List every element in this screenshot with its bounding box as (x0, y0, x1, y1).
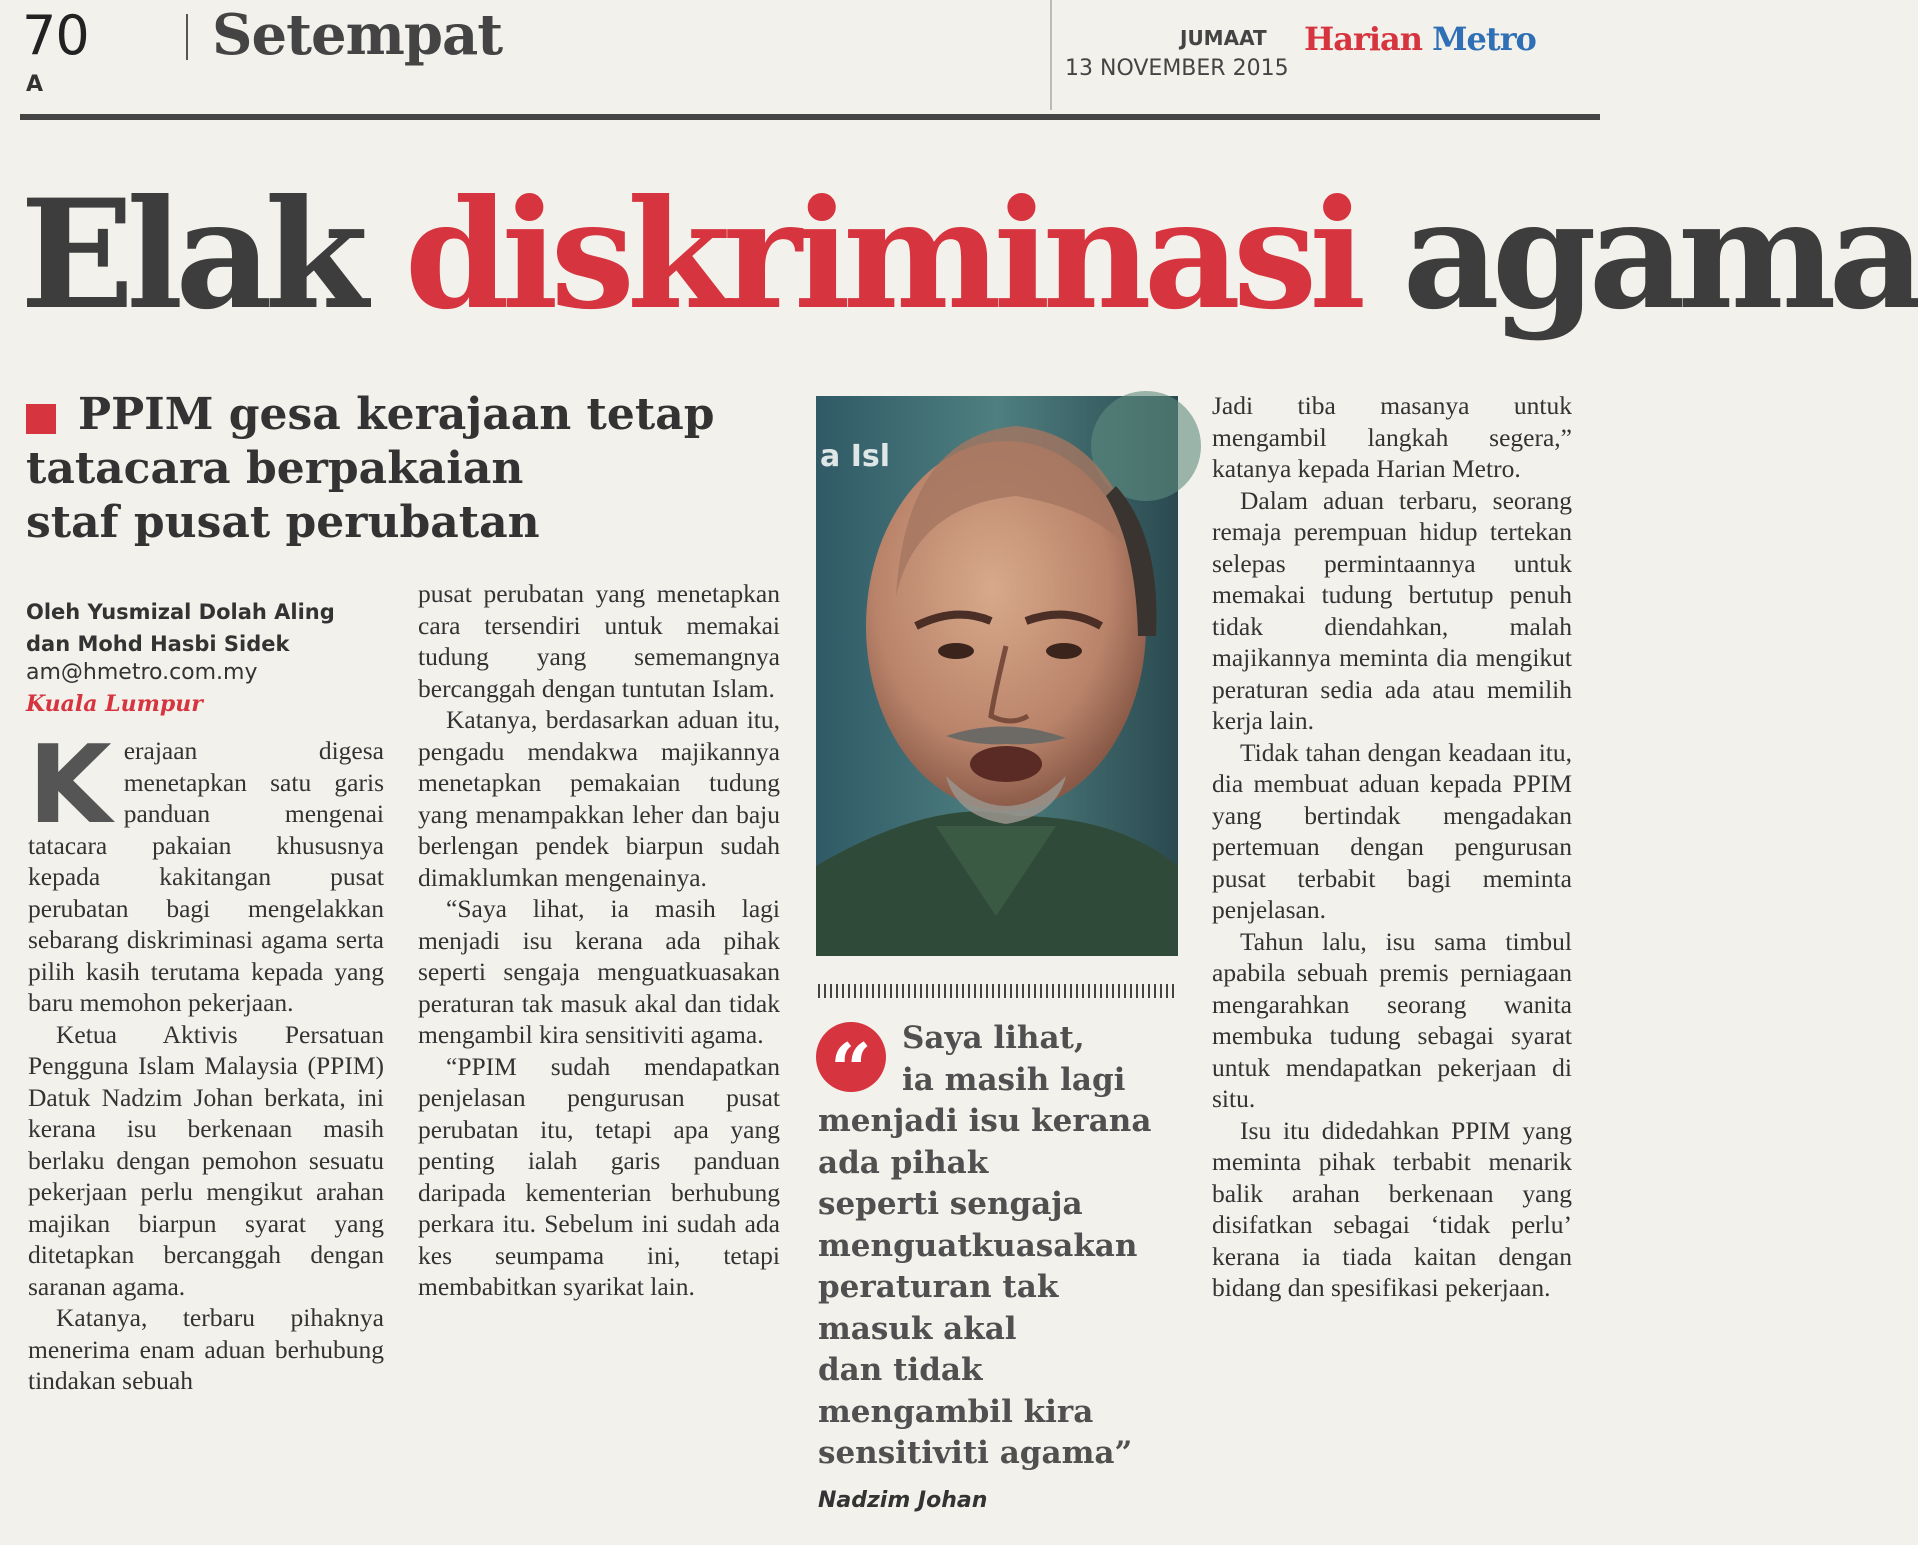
pull-quote-line: mengambil kira (818, 1393, 1094, 1430)
quote-mark-icon: “ (816, 1022, 886, 1092)
date-divider (1050, 0, 1052, 110)
edition-letter: A (26, 72, 44, 97)
pull-quote (818, 1018, 1198, 1475)
pull-quote-line: dan tidak (818, 1352, 983, 1388)
subhead-line-3: staf pusat perubatan (26, 497, 540, 548)
portrait-photo (816, 396, 1178, 956)
pull-quote-line: sensitiviti agama” (818, 1435, 1133, 1471)
article-paragraph: Tidak tahan dengan keadaan itu, dia membuat aduan kepada PPIM yang bertindak mengadakan pertemuan dengan pengurusan pusat terbabit bagi meminta penjelasan. (1212, 737, 1572, 924)
pull-quote-line: ia masih lagi (902, 1061, 1126, 1098)
subhead-line-1: PPIM gesa kerajaan tetap (78, 389, 715, 440)
byline-email: am@hmetro.com.my (26, 660, 258, 685)
headline-word-2: diskriminasi (404, 167, 1359, 343)
pull-quote-line: peraturan tak (818, 1269, 1059, 1305)
article-column-4 (1212, 390, 1572, 1304)
article-column-2 (418, 578, 780, 1303)
article-paragraph (28, 723, 384, 1019)
article-paragraph: Jadi tiba masanya untuk mengambil langkah segera,” katanya kepada Harian Metro. (1212, 391, 1572, 483)
article-paragraph: Isu itu didedahkan PPIM yang meminta pihak terbabit menarik balik arahan berkenaan yang disifatkan sebagai ‘tidak perlu’ kerana ia tiada kaitan dengan bidang dan spesifikasi pekerjaan. (1212, 1115, 1572, 1302)
publication-date: 13 NOVEMBER 2015 (1065, 56, 1289, 81)
newspaper-logo (1304, 20, 1536, 58)
logo-harian: Harian (1304, 20, 1422, 58)
pull-quote-line: masuk akal (818, 1310, 1017, 1347)
headline-word-3: agama (1402, 167, 1918, 343)
header-divider (186, 14, 188, 60)
caption-rule (818, 984, 1174, 998)
article-paragraph: Ketua Aktivis Persatuan Pengguna Islam Malaysia (PPIM) Datuk Nadzim Johan berkata, ini kerana isu berkenaan masih berlaku dengan pemohon sesuatu pekerjaan perlu mengikut arahan majikan biarpun syarat yang ditetapkan bercanggah dengan saranan agama. (28, 1019, 384, 1301)
subheadline (26, 388, 766, 550)
subhead-line-2: tatacara berpakaian (26, 443, 524, 494)
byline-author-1: Oleh Yusmizal Dolah Aling (26, 600, 335, 624)
quote-attribution: Nadzim Johan (818, 1488, 988, 1513)
article-paragraph: Tahun lalu, isu sama timbul apabila sebuah premis perniagaan mengarahkan seorang wanita membuka tudung sebagai syarat untuk mendapatkan pekerjaan di situ. (1212, 926, 1572, 1113)
byline-author-2: dan Mohd Hasbi Sidek (26, 632, 290, 656)
article-paragraph: pusat perubatan yang menetapkan cara tersendiri untuk memakai tudung yang sememangnya bercanggah dengan tuntutan Islam. (418, 579, 780, 703)
headline-word-1: Elak (20, 167, 361, 343)
byline (26, 596, 386, 660)
article-paragraph: Katanya, terbaru pihaknya menerima enam aduan berhubung tindakan sebuah (28, 1303, 384, 1395)
paragraph-text: erajaan digesa menetapkan satu garis panduan mengenai tatacara pakaian khususnya kepada kakitangan pusat perubatan bagi mengelakkan sebarang diskriminasi agama serta pilih kasih terutama kepada yang baru memohon pekerjaan. (28, 736, 384, 1017)
article-paragraph: Dalam aduan terbaru, seorang remaja perempuan hidup tertekan selepas permintaannya untuk memakai tudung bertutup penuh tidak diendahkan, malah majikannya meminta dia mengikut peraturan sedia ada atau memilih kerja lain. (1212, 485, 1572, 735)
article-column-1 (28, 723, 384, 1397)
pull-quote-line: menjadi isu kerana (818, 1103, 1152, 1139)
pull-quote-line: seperti sengaja (818, 1186, 1083, 1222)
logo-metro: Metro (1432, 20, 1536, 58)
header-rule (20, 114, 1600, 120)
dateline-location: Kuala Lumpur (26, 691, 203, 717)
publication-day: JUMAAT (1180, 26, 1267, 50)
page-number: 70 (22, 4, 89, 67)
section-title: Setempat (212, 2, 503, 68)
article-paragraph: “PPIM sudah mendapatkan penjelasan pengurusan pusat perubatan itu, tetapi apa yang penting ialah garis panduan daripada kementerian berhubung perkara itu. Sebelum ini sudah ada kes seumpama ini, tetapi membabitkan syarikat lain. (418, 1051, 780, 1301)
portrait-illustration (816, 396, 1178, 956)
pull-quote-line: ada pihak (818, 1144, 989, 1181)
article-paragraph: Katanya, berdasarkan aduan itu, pengadu mendakwa majikannya menetapkan pemakaian tudung yang menampakkan leher dan baju berlengan pendek biarpun sudah dimaklumkan mengenainya. (418, 705, 780, 892)
pull-quote-line: Saya lihat, (902, 1020, 1085, 1056)
drop-cap: K (28, 723, 112, 848)
pull-quote-line: menguatkuasakan (818, 1227, 1138, 1264)
headline (20, 167, 1918, 343)
backdrop-text: a Isl (820, 439, 890, 474)
article-paragraph: “Saya lihat, ia masih lagi menjadi isu kerana ada pihak seperti sengaja menguatkuasakan peraturan tak masuk akal dan tidak mengambil kira sensitiviti agama. (418, 894, 780, 1049)
